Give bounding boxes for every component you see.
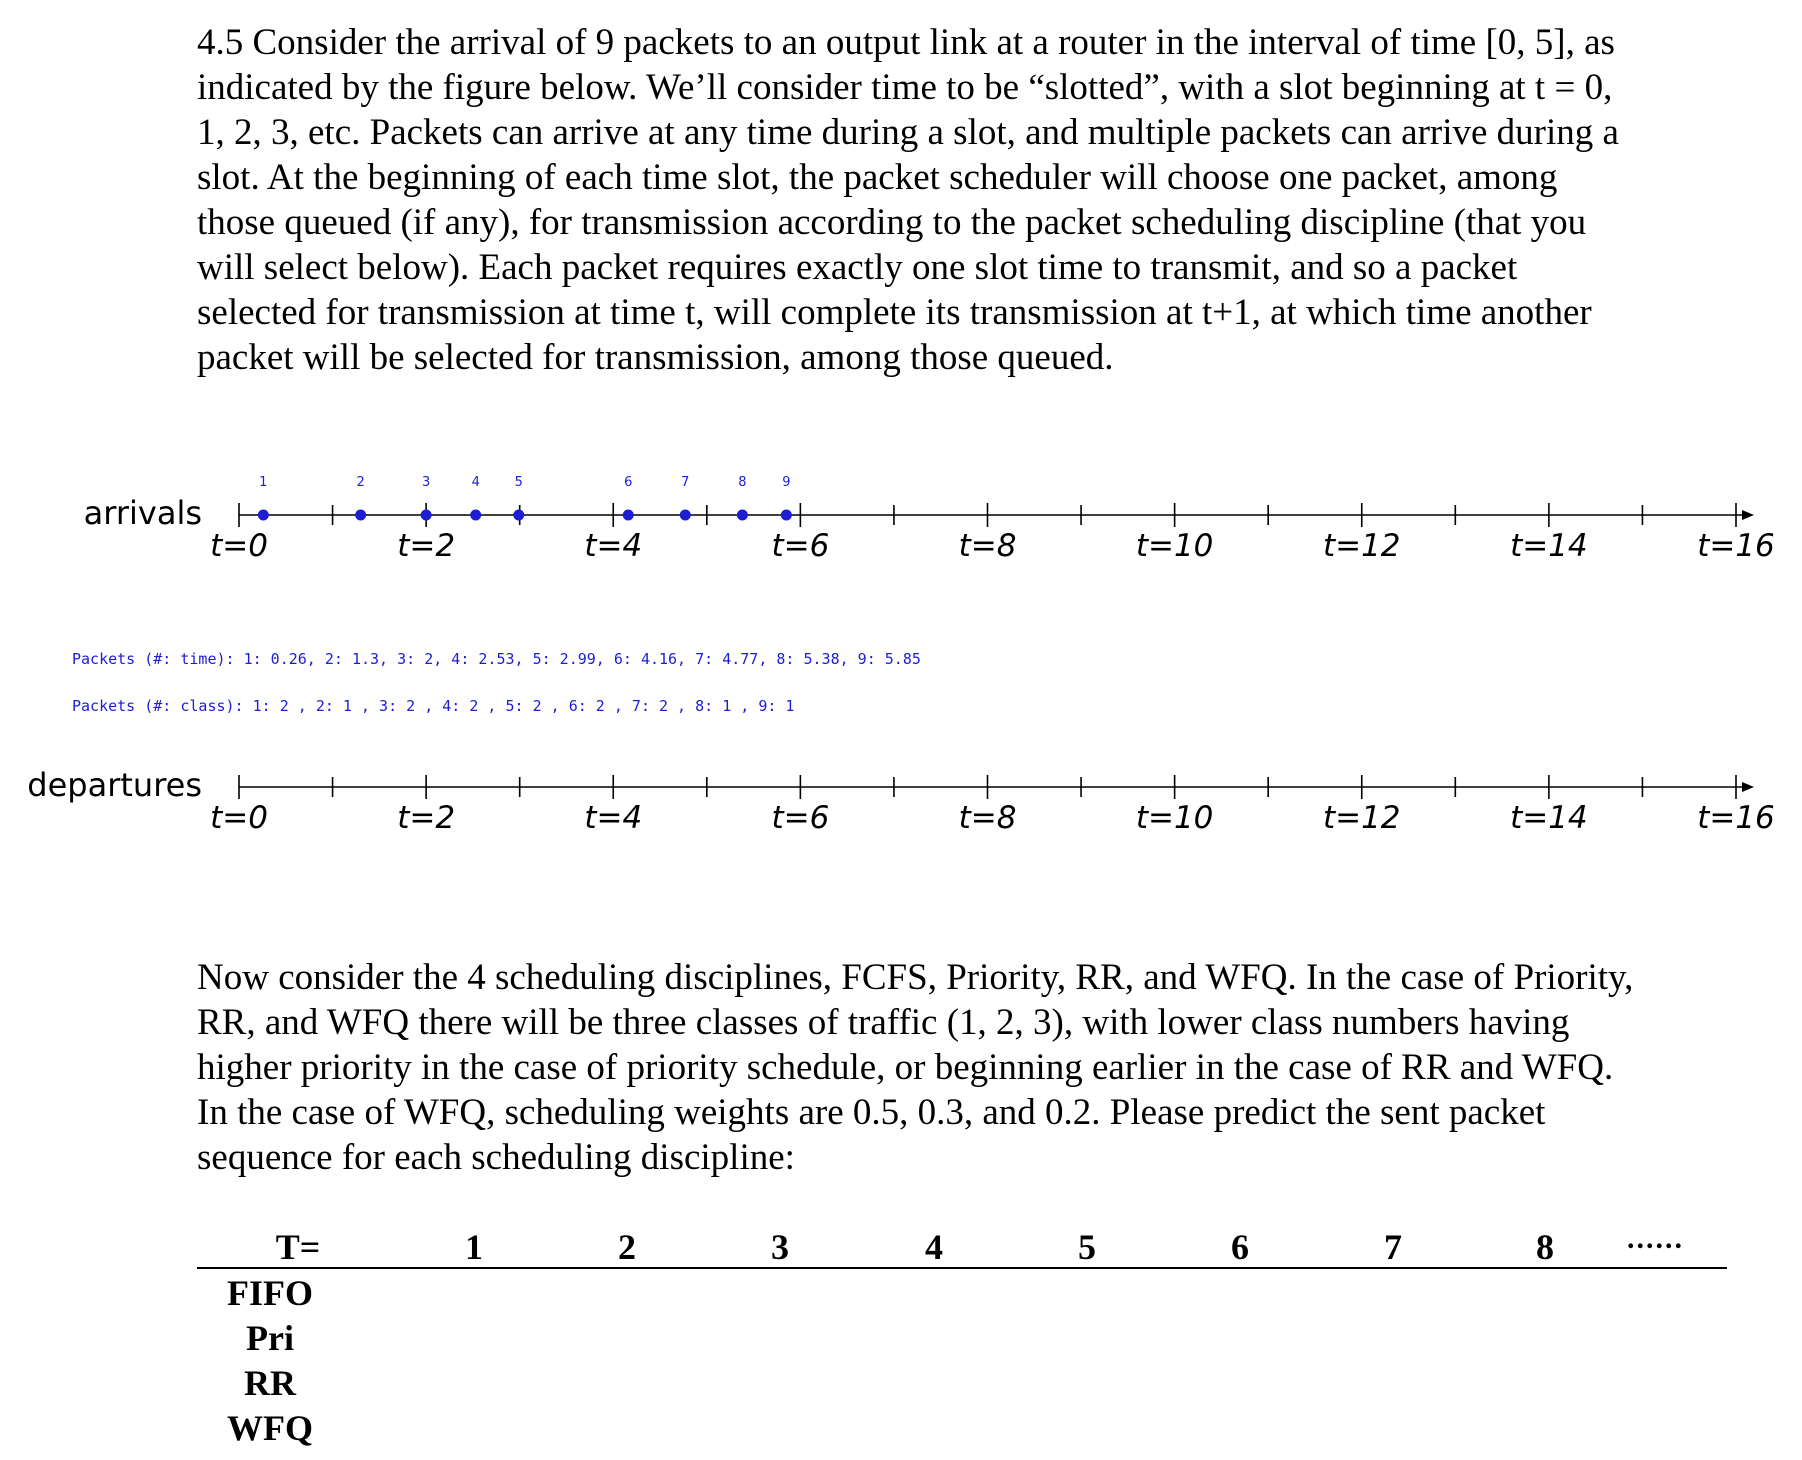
departures-tick-label: t=16 (1697, 800, 1775, 836)
header-label: T= (275, 1227, 321, 1267)
arrivals-axis-label: arrivals (83, 494, 202, 532)
column-header: 4 (925, 1227, 943, 1267)
departures-tick-label: t=0 (210, 800, 268, 836)
packet-arrival-dot (781, 510, 792, 521)
arrivals-axis-arrow (1742, 510, 1754, 520)
text-line: higher priority in the case of priority schedule, or beginning earlier in the case of RR and WFQ. (197, 1047, 1614, 1088)
packet-number-label: 5 (514, 475, 523, 490)
packet-number-label: 7 (681, 475, 690, 490)
packet-number-label: 3 (421, 475, 431, 490)
column-ellipsis: ...... (1627, 1222, 1684, 1255)
packet-arrival-dot (470, 510, 481, 521)
column-header: 8 (1536, 1227, 1554, 1267)
packet-number-label: 9 (782, 475, 791, 490)
packet-number-label: 6 (624, 475, 633, 490)
text-line: selected for transmission at time t, will complete its transmission at t+1, at which time another (197, 292, 1592, 333)
column-header: 2 (618, 1227, 636, 1267)
arrivals-tick-label: t=14 (1510, 528, 1588, 564)
row-label-fifo: FIFO (227, 1273, 313, 1313)
text-line: Now consider the 4 scheduling disciplines, FCFS, Priority, RR, and WFQ. In the case of Priority, (197, 957, 1634, 998)
departures-tick-label: t=6 (771, 800, 830, 836)
packet-arrival-dot (355, 510, 366, 521)
column-header: 1 (465, 1227, 483, 1267)
packet-classes-caption: Packets (#: class): 1: 2 , 2: 1 , 3: 2 , 4: 2 , 5: 2 , 6: 2 , 7: 2 , 8: 1 , 9: 1 (72, 697, 795, 715)
packet-number-label: 8 (738, 475, 747, 490)
column-header: 5 (1078, 1227, 1096, 1267)
departures-tick-label: t=12 (1322, 800, 1401, 836)
packet-arrival-dot (513, 510, 524, 521)
packet-arrival-dot (623, 510, 634, 521)
row-label-rr: RR (244, 1363, 296, 1403)
text-line: In the case of WFQ, scheduling weights are 0.5, 0.3, and 0.2. Please predict the sent packet (197, 1092, 1546, 1133)
row-label-wfq: WFQ (227, 1408, 313, 1448)
arrivals-tick-label: t=10 (1135, 528, 1214, 564)
text-line: 1, 2, 3, etc. Packets can arrive at any time during a slot, and multiple packets can arrive during a (197, 112, 1619, 153)
departures-axis-arrow (1742, 782, 1754, 792)
answer-table (197, 1222, 1727, 1451)
text-line: those queued (if any), for transmission according to the packet scheduling discipline (that you (197, 202, 1587, 243)
departures-tick-label: t=14 (1510, 800, 1588, 836)
departures-tick-label: t=10 (1135, 800, 1214, 836)
departures-tick-label: t=8 (958, 800, 1017, 836)
text-line: packet will be selected for transmission, among those queued. (197, 337, 1114, 378)
packet-arrival-dot (680, 510, 691, 521)
arrivals-tick-label: t=2 (397, 528, 456, 564)
text-line: indicated by the figure below. We’ll consider time to be “slotted”, with a slot beginning at t = 0, (197, 67, 1613, 108)
arrivals-tick-label: t=0 (210, 528, 268, 564)
departures-tick-label: t=4 (584, 800, 643, 836)
text-line: will select below). Each packet requires exactly one slot time to transmit, and so a packet (197, 247, 1518, 288)
column-header: 7 (1384, 1227, 1402, 1267)
packet-number-label: 4 (471, 475, 480, 490)
text-line: slot. At the beginning of each time slot, the packet scheduler will choose one packet, among (197, 157, 1558, 198)
problem-question (197, 955, 1633, 1180)
text-line: 4.5 Consider the arrival of 9 packets to an output link at a router in the interval of time [0, 5], as (197, 22, 1615, 63)
text-line: RR, and WFQ there will be three classes of traffic (1, 2, 3), with lower class numbers having (197, 1002, 1570, 1043)
packet-times-caption: Packets (#: time): 1: 0.26, 2: 1.3, 3: 2, 4: 2.53, 5: 2.99, 6: 4.16, 7: 4.77, 8: 5.38, 9: 5.85 (72, 650, 921, 668)
packet-number-label: 2 (356, 475, 365, 490)
departures-tick-label: t=2 (397, 800, 456, 836)
arrivals-tick-label: t=6 (771, 528, 830, 564)
packet-arrival-dot (737, 510, 748, 521)
arrivals-tick-label: t=8 (958, 528, 1017, 564)
arrivals-tick-label: t=16 (1697, 528, 1775, 564)
packet-arrival-dot (258, 510, 269, 521)
packet-arrival-dot (421, 510, 432, 521)
table-header-row (197, 1222, 1727, 1269)
column-header: 6 (1231, 1227, 1249, 1267)
departures-axis-label: departures (27, 766, 202, 804)
text-line: sequence for each scheduling discipline: (197, 1137, 795, 1178)
column-header: 3 (771, 1227, 789, 1267)
arrivals-tick-label: t=12 (1322, 528, 1401, 564)
row-label-priority: Pri (246, 1318, 294, 1358)
packet-number-label: 1 (259, 475, 268, 490)
arrivals-tick-label: t=4 (584, 528, 643, 564)
